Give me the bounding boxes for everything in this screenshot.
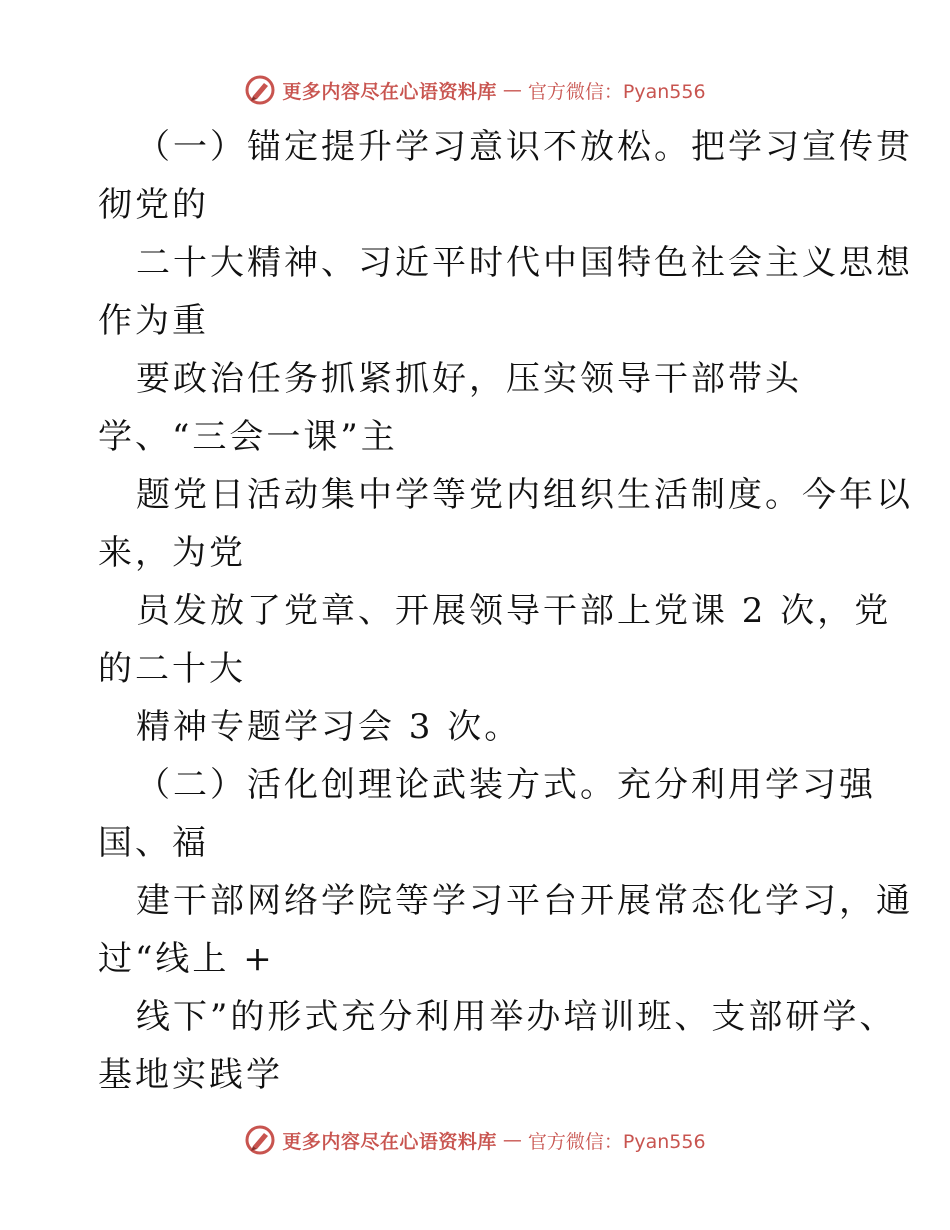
text-line: 基地实践学	[98, 1055, 283, 1095]
text-line: 要政治任务抓紧抓好，压实领导干部带头	[136, 359, 802, 399]
text-line: （一）锚定提升学习意识不放松。把学习宣传贯	[136, 127, 913, 167]
watermark-separator: —	[502, 79, 522, 101]
text-line: 题党日活动集中学等党内组织生活制度。今年以	[136, 475, 913, 515]
text-line: 建干部网络学院等学习平台开展常态化学习，通	[136, 881, 913, 921]
text-line: 作为重	[98, 301, 209, 341]
watermark-brand: 更多内容尽在心语资料库	[282, 1130, 497, 1153]
watermark-separator: —	[502, 1129, 522, 1151]
text-line: 国、福	[98, 823, 209, 863]
watermark-wechat: 官方微信：Pyan556	[527, 1130, 706, 1153]
text-line: （二）活化创理论武装方式。充分利用学习强	[136, 765, 876, 805]
text-line: 学、“三会一课”主	[98, 417, 398, 457]
document-body	[98, 118, 913, 1104]
text-line: 线下”的形式充分利用举办培训班、支部研学、	[136, 997, 897, 1037]
watermark-wechat: 官方微信：Pyan556	[527, 80, 706, 103]
text-line: 过“线上 +	[98, 939, 275, 979]
pen-logo-icon	[244, 74, 276, 106]
text-line: 的二十大	[98, 649, 246, 689]
watermark-brand: 更多内容尽在心语资料库	[282, 80, 497, 103]
pen-logo-icon	[244, 1124, 276, 1156]
text-line: 彻党的	[98, 185, 209, 225]
text-line: 精神专题学习会 3 次。	[136, 707, 522, 747]
header-watermark	[0, 70, 950, 110]
text-line: 员发放了党章、开展领导干部上党课 2 次，党	[136, 591, 892, 631]
text-line: 二十大精神、习近平时代中国特色社会主义思想	[136, 243, 913, 283]
text-line: 来，为党	[98, 533, 246, 573]
footer-watermark	[0, 1120, 950, 1160]
